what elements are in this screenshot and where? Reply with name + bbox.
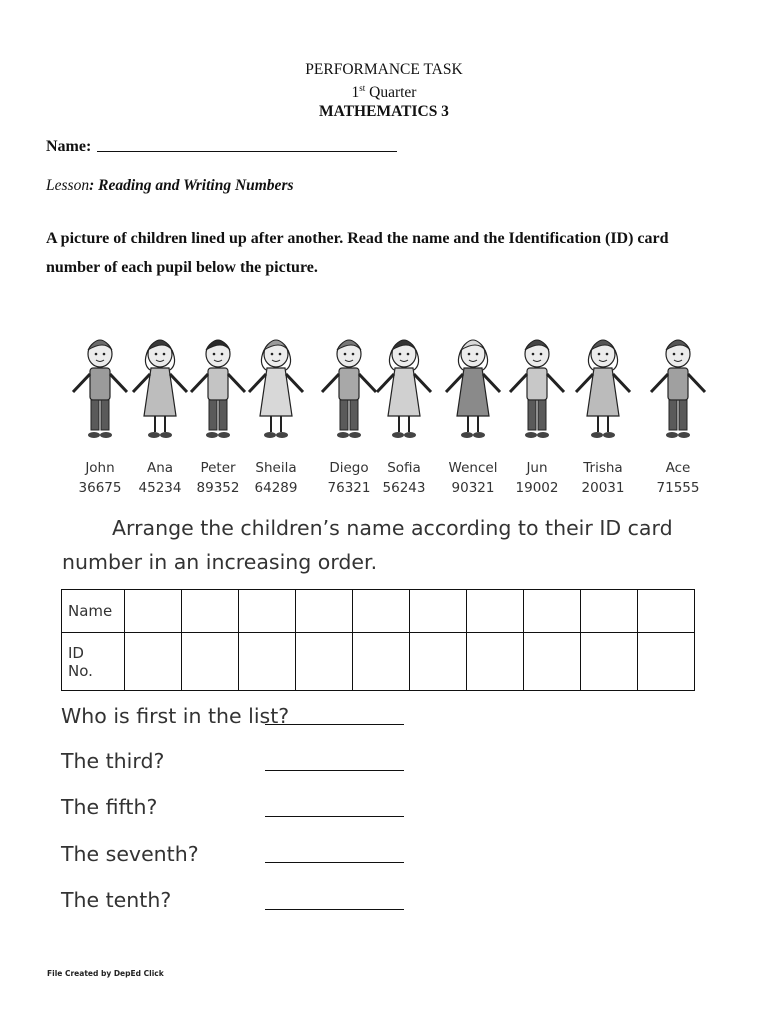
child-id-number: 45234 bbox=[138, 480, 182, 496]
name-cell[interactable] bbox=[638, 590, 695, 633]
name-cell[interactable] bbox=[467, 590, 524, 633]
child-figure bbox=[510, 340, 564, 438]
task-instruction: Arrange the children’s name according to their ID card number in an increasing order. bbox=[62, 516, 673, 574]
child-name: Jun bbox=[526, 460, 548, 476]
child-figure bbox=[377, 340, 431, 438]
name-field-row bbox=[46, 137, 397, 156]
id-cell[interactable] bbox=[125, 633, 182, 691]
name-cell[interactable] bbox=[182, 590, 239, 633]
id-cell[interactable] bbox=[524, 633, 581, 691]
worksheet-header bbox=[0, 60, 768, 121]
child-id-number: 64289 bbox=[254, 480, 298, 496]
child-id-number: 76321 bbox=[327, 480, 371, 496]
question-fifth: The fifth? bbox=[61, 795, 158, 819]
answer-line-first[interactable] bbox=[265, 724, 404, 725]
child-id-number: 20031 bbox=[581, 480, 625, 496]
child-figure bbox=[322, 340, 376, 438]
id-cell[interactable] bbox=[353, 633, 410, 691]
child-name: Wencel bbox=[448, 460, 498, 476]
table-row-name bbox=[62, 590, 695, 633]
child-figure bbox=[191, 340, 245, 438]
child-figure bbox=[446, 340, 500, 438]
name-cell[interactable] bbox=[524, 590, 581, 633]
name-label: Name: bbox=[46, 138, 92, 155]
question-tenth: The tenth? bbox=[61, 888, 172, 912]
question-seventh: The seventh? bbox=[61, 842, 199, 866]
id-cell[interactable] bbox=[467, 633, 524, 691]
answer-line-tenth[interactable] bbox=[265, 909, 404, 910]
answer-line-fifth[interactable] bbox=[265, 816, 404, 817]
id-cell[interactable] bbox=[638, 633, 695, 691]
question-first: Who is first in the list? bbox=[61, 704, 290, 728]
child-name: Ace bbox=[665, 460, 691, 476]
name-cell[interactable] bbox=[410, 590, 467, 633]
name-cell[interactable] bbox=[125, 590, 182, 633]
child-name: Diego bbox=[329, 460, 369, 476]
answer-table bbox=[61, 589, 695, 691]
name-cell[interactable] bbox=[239, 590, 296, 633]
child-id-number: 56243 bbox=[382, 480, 426, 496]
child-id-number: 89352 bbox=[196, 480, 240, 496]
child-id-number: 90321 bbox=[451, 480, 495, 496]
child-figure bbox=[133, 340, 187, 438]
lesson-title: Reading and Writing Numbers bbox=[98, 177, 294, 194]
child-figure bbox=[651, 340, 705, 438]
child-id-number: 36675 bbox=[78, 480, 122, 496]
name-cell[interactable] bbox=[296, 590, 353, 633]
id-cell[interactable] bbox=[581, 633, 638, 691]
child-name: Sofia bbox=[387, 460, 421, 476]
child-name: Ana bbox=[146, 460, 174, 476]
answer-line-seventh[interactable] bbox=[265, 862, 404, 863]
child-name: Peter bbox=[200, 460, 236, 476]
id-cell[interactable] bbox=[410, 633, 467, 691]
child-name: John bbox=[85, 460, 115, 476]
child-figure bbox=[249, 340, 303, 438]
answer-line-third[interactable] bbox=[265, 770, 404, 771]
task-heading: PERFORMANCE TASK bbox=[305, 61, 463, 78]
children-figures bbox=[73, 340, 705, 438]
id-cell[interactable] bbox=[296, 633, 353, 691]
lesson-label: Lesson bbox=[46, 177, 90, 194]
name-cell[interactable] bbox=[353, 590, 410, 633]
subject-heading: MATHEMATICS 3 bbox=[319, 103, 449, 121]
child-figure bbox=[576, 340, 630, 438]
child-id-number: 71555 bbox=[656, 480, 700, 496]
name-blank-line[interactable] bbox=[97, 137, 397, 152]
footer-credit: File Created by DepEd Click bbox=[47, 969, 164, 978]
child-name: Trisha bbox=[583, 460, 623, 476]
table-row-id bbox=[62, 633, 695, 691]
child-id-number: 19002 bbox=[515, 480, 559, 496]
question-third: The third? bbox=[61, 749, 165, 773]
row-label-id: ID No. bbox=[62, 633, 125, 691]
lesson-row: Lesson: Reading and Writing Numbers bbox=[46, 177, 294, 194]
child-figure bbox=[73, 340, 127, 438]
child-name: Sheila bbox=[255, 460, 297, 476]
quarter-heading: 1st Quarter bbox=[351, 83, 417, 102]
children-illustration bbox=[56, 318, 716, 458]
id-cell[interactable] bbox=[239, 633, 296, 691]
row-label-name: Name bbox=[62, 590, 125, 633]
name-cell[interactable] bbox=[581, 590, 638, 633]
instructions-text: A picture of children lined up after another. Read the name and the Identification (ID) card number of each pupil below the picture. bbox=[46, 230, 669, 276]
id-cell[interactable] bbox=[182, 633, 239, 691]
